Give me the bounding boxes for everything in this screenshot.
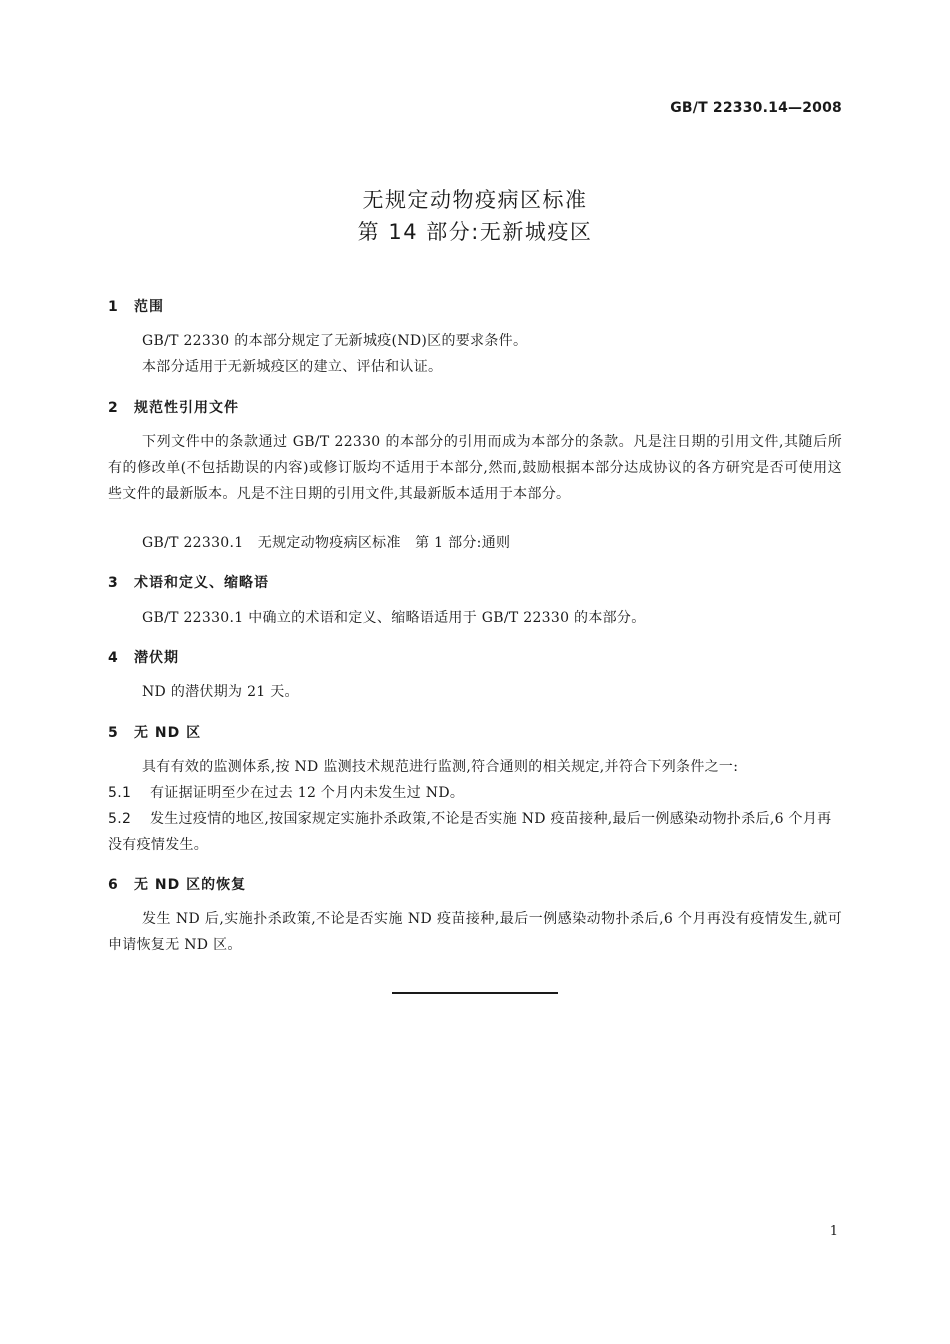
clause-text: 发生过疫情的地区,按国家规定实施扑杀政策,不论是否实施 ND 疫苗接种,最后一例感染动物扑杀后,6 个月再没有疫情发生。: [108, 811, 832, 853]
section-title: 潜伏期: [134, 650, 179, 666]
section-title: 无 ND 区: [134, 725, 202, 741]
section-number: 2: [108, 400, 119, 416]
section-3-paragraph-1: GB/T 22330.1 中确立的术语和定义、缩略语适用于 GB/T 22330 的本部分。: [142, 610, 646, 626]
section-1-heading: [108, 296, 164, 316]
section-title: 术语和定义、缩略语: [134, 575, 269, 591]
section-number: 5: [108, 725, 119, 741]
section-6-heading: [108, 874, 246, 894]
document-title: 无规定动物疫病区标准: [362, 188, 588, 212]
section-number: 3: [108, 575, 119, 591]
page-number: 1: [829, 1224, 838, 1239]
section-3-heading: [108, 572, 269, 592]
section-2-heading: [108, 397, 239, 417]
standard-code: GB/T 22330.14—2008: [670, 100, 842, 116]
section-title: 范围: [134, 299, 164, 315]
section-2-reference: GB/T 22330.1 无规定动物疫病区标准 第 1 部分:通则: [142, 535, 511, 551]
document-subtitle: 第 14 部分:无新城疫区: [357, 220, 593, 244]
section-5-paragraph-1: 具有有效的监测体系,按 ND 监测技术规范进行监测,符合通则的相关规定,并符合下列条件之一:: [142, 759, 739, 775]
clause-number: 5.1: [108, 785, 132, 801]
section-1-paragraph-2: 本部分适用于无新城疫区的建立、评估和认证。: [142, 359, 443, 375]
section-4-heading: [108, 647, 179, 667]
section-title: 无 ND 区的恢复: [134, 877, 247, 893]
clause-5-1: [108, 780, 842, 806]
section-number: 1: [108, 299, 119, 315]
clause-5-2: [108, 806, 842, 858]
clause-text: 有证据证明至少在过去 12 个月内未发生过 ND。: [150, 785, 465, 801]
section-number: 6: [108, 877, 119, 893]
section-2-paragraph-1: 下列文件中的条款通过 GB/T 22330 的本部分的引用而成为本部分的条款。凡是注日期的引用文件,其随后所有的修改单(不包括勘误的内容)或修订版均不适用于本部分,然而,鼓励根据本部分达成协议的各方研究是否可使用这些文件的最新版本。凡是不注日期的引用文件,其最新版本适用于本部分。: [108, 434, 842, 502]
clause-number: 5.2: [108, 811, 132, 827]
section-5-heading: [108, 722, 201, 742]
end-of-text-rule: [392, 992, 558, 994]
section-title: 规范性引用文件: [134, 400, 239, 416]
section-4-paragraph-1: ND 的潜伏期为 21 天。: [142, 684, 299, 700]
section-number: 4: [108, 650, 119, 666]
section-1-paragraph-1: GB/T 22330 的本部分规定了无新城疫(ND)区的要求条件。: [142, 333, 528, 349]
section-6-paragraph-1: 发生 ND 后,实施扑杀政策,不论是否实施 ND 疫苗接种,最后一例感染动物扑杀后,6 个月再没有疫情发生,就可申请恢复无 ND 区。: [108, 911, 842, 953]
